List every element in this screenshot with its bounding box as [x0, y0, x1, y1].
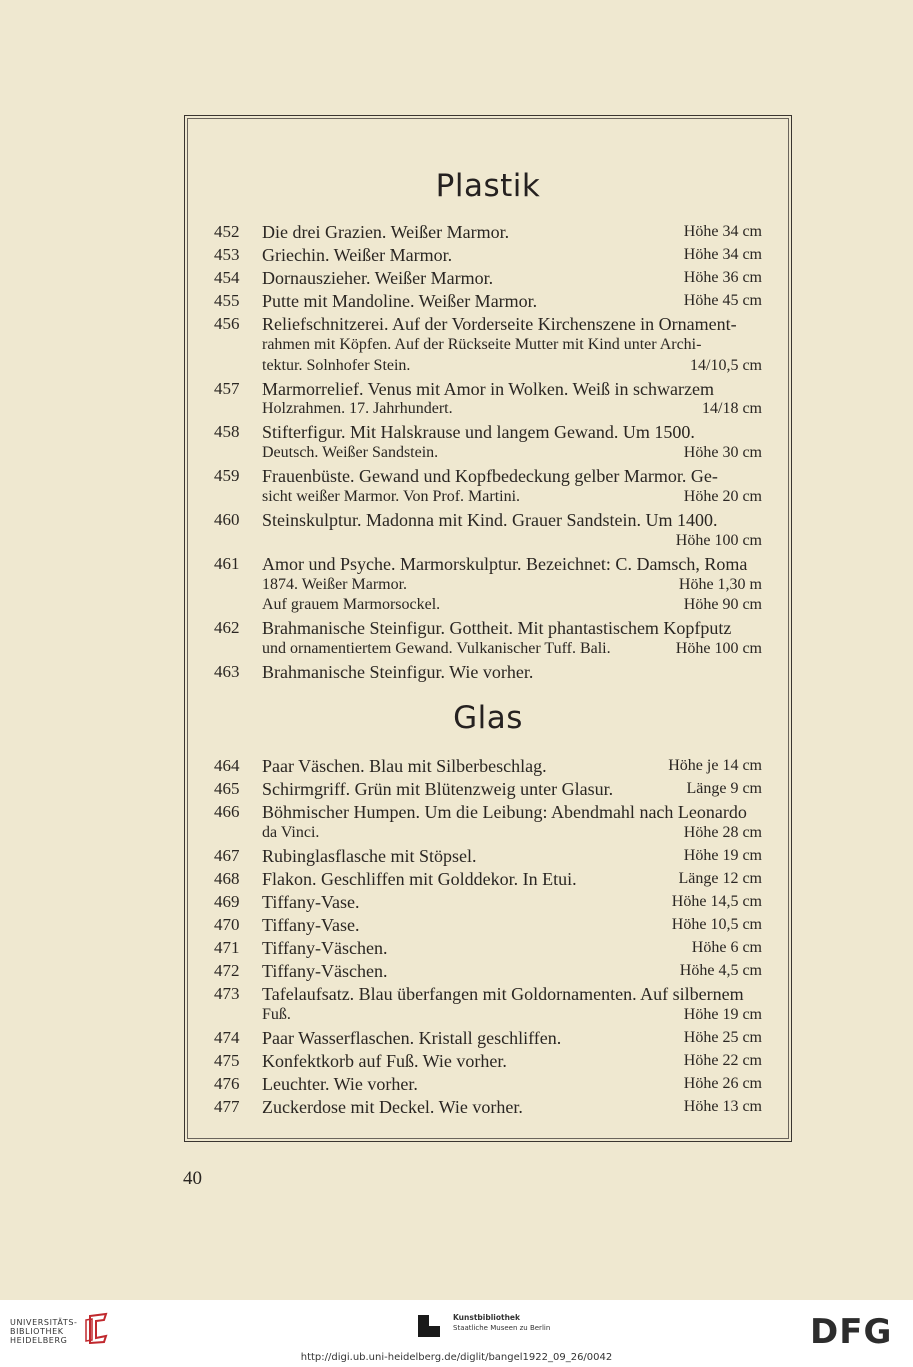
entry-line — [262, 268, 762, 289]
entry-line — [262, 1074, 762, 1095]
lot-number: 471 — [214, 937, 240, 957]
entry-text: rahmen mit Köpfen. Auf der Rückseite Mutter mit Kind unter Archi- — [262, 335, 702, 353]
logo-line: UNIVERSITÄTS- — [10, 1318, 78, 1327]
measurement: Höhe 100 cm — [675, 531, 762, 549]
entry-line — [262, 618, 762, 639]
entry-text: Schirmgriff. Grün mit Blütenzweig unter Glasur. — [262, 779, 614, 799]
entry-text: Flakon. Geschliffen mit Golddekor. In Etui. — [262, 868, 577, 889]
lot-number: 474 — [214, 1027, 240, 1047]
entry-text: Reliefschnitzerei. Auf der Vorderseite Kirchenszene in Ornament- — [262, 314, 737, 334]
lot-number: 469 — [214, 891, 240, 911]
lot-number: 454 — [214, 268, 240, 287]
lot-number: 456 — [214, 314, 240, 333]
catalog-entry — [214, 915, 762, 936]
measurement: Höhe 34 cm — [683, 223, 762, 240]
lot-number: 468 — [214, 868, 240, 888]
entry-text: Konfektkorb auf Fuß. Wie vorher. — [262, 1050, 507, 1071]
entry-line — [262, 314, 762, 335]
measurement: Höhe 20 cm — [683, 487, 762, 505]
catalog-entry — [214, 422, 762, 464]
logo-line: BIBLIOTHEK — [10, 1327, 64, 1336]
lot-number: 476 — [214, 1073, 240, 1093]
measurement: Höhe 30 cm — [683, 444, 762, 462]
measurement: Höhe 28 cm — [683, 823, 762, 841]
lot-number: 473 — [214, 983, 240, 1003]
catalog-entry — [214, 379, 762, 421]
lot-number: 460 — [214, 510, 240, 529]
university-emblem-icon — [82, 1312, 112, 1344]
measurement: Höhe 4,5 cm — [679, 961, 762, 979]
entry-line — [262, 595, 762, 616]
entry-line — [262, 802, 762, 823]
entry-line — [262, 846, 762, 867]
catalog-entry — [214, 554, 762, 616]
entry-text: Zuckerdose mit Deckel. Wie vorher. — [262, 1096, 523, 1117]
catalog-entry — [214, 869, 762, 890]
entry-text: Tafelaufsatz. Blau überfangen mit Goldornamenten. Auf silbernem — [262, 983, 744, 1004]
measurement: Höhe 19 cm — [683, 846, 762, 864]
catalog-entry — [214, 1051, 762, 1072]
entry-line — [262, 575, 762, 596]
entry-text: da Vinci. — [262, 823, 320, 841]
lot-number: 453 — [214, 245, 240, 264]
lot-number: 459 — [214, 466, 240, 486]
measurement: Höhe 34 cm — [683, 246, 762, 263]
lot-number: 462 — [214, 618, 240, 638]
entry-text: Dornauszieher. Weißer Marmor. — [262, 268, 494, 288]
lot-number: 464 — [214, 756, 240, 775]
catalog-entry — [214, 756, 762, 777]
measurement: Höhe 90 cm — [683, 596, 762, 614]
entry-line — [262, 554, 762, 575]
entry-text: Tiffany-Vase. — [262, 891, 360, 912]
entry-line — [262, 291, 762, 312]
entry-text: Die drei Grazien. Weißer Marmor. — [262, 222, 510, 242]
entry-text: Tiffany-Väschen. — [262, 937, 388, 958]
catalog-entry — [214, 662, 762, 683]
entry-line — [262, 869, 762, 890]
kunstbibliothek-label: Kunstbibliothek — [453, 1313, 521, 1322]
lot-number: 466 — [214, 802, 240, 821]
measurement: Höhe 45 cm — [683, 292, 762, 309]
entry-line — [262, 662, 762, 683]
entry-text: und ornamentiertem Gewand. Vulkanischer Tuff. Bali. — [262, 640, 611, 658]
lot-number: 467 — [214, 845, 240, 865]
lot-number: 470 — [214, 914, 240, 934]
catalog-entry — [214, 291, 762, 312]
entry-text: Putte mit Mandoline. Weißer Marmor. — [262, 291, 538, 311]
catalog-entry — [214, 846, 762, 867]
entry-text: Deutsch. Weißer Sandstein. — [262, 444, 439, 462]
entry-text: Auf grauem Marmorsockel. — [262, 596, 441, 614]
section-title: Plastik — [435, 168, 541, 204]
entry-line — [262, 399, 762, 420]
entry-text: Amor und Psyche. Marmorskulptur. Bezeichnet: C. Damsch, Roma — [262, 553, 748, 574]
entry-line — [262, 531, 762, 552]
entry-line — [262, 984, 762, 1005]
measurement: Länge 9 cm — [686, 780, 762, 797]
logo-line: HEIDELBERG — [10, 1336, 68, 1345]
measurement: Höhe 6 cm — [691, 938, 762, 956]
measurement: Höhe 36 cm — [683, 269, 762, 286]
catalog-entry — [214, 510, 762, 552]
catalog-entry — [214, 779, 762, 800]
entry-text: Paar Väschen. Blau mit Silberbeschlag. — [262, 756, 547, 776]
entry-line — [262, 1028, 762, 1049]
museum-label: Staatliche Museen zu Berlin — [453, 1324, 551, 1332]
kunstbibliothek-icon — [418, 1315, 440, 1337]
entry-line — [262, 639, 762, 660]
lot-number: 472 — [214, 960, 240, 980]
lot-number: 458 — [214, 422, 240, 442]
lot-number: 457 — [214, 378, 240, 398]
entry-line — [262, 892, 762, 913]
catalog-entry — [214, 938, 762, 959]
lot-number: 477 — [214, 1096, 240, 1116]
measurement: 14/10,5 cm — [690, 356, 762, 374]
kunstbibliothek-text — [453, 1313, 550, 1333]
entry-line — [262, 443, 762, 464]
section-title: Glas — [453, 700, 523, 736]
entry-text: Holzrahmen. 17. Jahrhundert. — [262, 400, 453, 418]
catalog-entry — [214, 268, 762, 289]
catalog-entry — [214, 245, 762, 266]
entry-text: Fuß. — [262, 1005, 291, 1023]
source-url[interactable]: http://digi.ub.uni-heidelberg.de/diglit/bangel1922_09_26/0042 — [300, 1352, 613, 1363]
entry-text: Leuchter. Wie vorher. — [262, 1073, 418, 1094]
entry-text: Paar Wasserflaschen. Kristall geschliffen. — [262, 1027, 562, 1048]
catalog-entry — [214, 961, 762, 982]
entry-text: 1874. Weißer Marmor. — [262, 575, 408, 593]
catalog-entry — [214, 314, 762, 376]
entry-line — [262, 1097, 762, 1118]
entry-text: Marmorrelief. Venus mit Amor in Wolken. Weiß in schwarzem — [262, 378, 715, 399]
measurement: Höhe 14,5 cm — [671, 892, 762, 910]
entry-line — [262, 487, 762, 508]
entry-text: Brahmanische Steinfigur. Wie vorher. — [262, 662, 534, 683]
measurement: Höhe 13 cm — [683, 1097, 762, 1115]
catalog-entry — [214, 802, 762, 844]
entry-line — [262, 938, 762, 959]
measurement: Länge 12 cm — [678, 869, 762, 887]
catalog-entry — [214, 618, 762, 660]
catalog-entry — [214, 1028, 762, 1049]
measurement: Höhe 100 cm — [675, 640, 762, 658]
catalog-entry — [214, 892, 762, 913]
catalog-entry — [214, 1097, 762, 1118]
dfg-logo[interactable]: DFG — [810, 1312, 893, 1352]
lot-number: 461 — [214, 553, 240, 573]
entry-text: Griechin. Weißer Marmor. — [262, 245, 453, 265]
entry-line — [262, 756, 762, 777]
catalog-entry — [214, 984, 762, 1026]
lot-number: 463 — [214, 662, 240, 682]
entry-line — [262, 379, 762, 400]
entry-line — [262, 356, 762, 377]
entry-line — [262, 823, 762, 844]
entry-line — [262, 222, 762, 243]
entry-line — [262, 961, 762, 982]
entry-text: Frauenbüste. Gewand und Kopfbedeckung gelber Marmor. Ge- — [262, 466, 718, 487]
entry-line — [262, 466, 762, 487]
entry-text: tektur. Solnhofer Stein. — [262, 356, 411, 374]
lot-number: 465 — [214, 779, 240, 798]
entry-text: Steinskulptur. Madonna mit Kind. Grauer Sandstein. Um 1400. — [262, 510, 718, 530]
entry-line — [262, 1051, 762, 1072]
measurement: Höhe 1,30 m — [678, 575, 762, 593]
university-library-logo[interactable] — [10, 1318, 78, 1345]
entry-text: Tiffany-Väschen. — [262, 960, 388, 981]
entry-text: Tiffany-Vase. — [262, 914, 360, 935]
entry-line — [262, 1005, 762, 1026]
measurement: 14/18 cm — [702, 400, 762, 418]
entry-line — [262, 779, 762, 800]
entry-line — [262, 422, 762, 443]
entry-text: Stifterfigur. Mit Halskrause und langem Gewand. Um 1500. — [262, 422, 695, 443]
catalog-entry — [214, 466, 762, 508]
lot-number: 455 — [214, 291, 240, 310]
catalog-entry — [214, 222, 762, 243]
measurement: Höhe 10,5 cm — [671, 915, 762, 933]
lot-number: 452 — [214, 222, 240, 241]
entry-text: sicht weißer Marmor. Von Prof. Martini. — [262, 487, 521, 505]
measurement: Höhe 22 cm — [683, 1051, 762, 1069]
measurement: Höhe 25 cm — [683, 1028, 762, 1046]
entry-line — [262, 245, 762, 266]
entry-line — [262, 510, 762, 531]
entry-line — [262, 915, 762, 936]
entry-line — [262, 335, 762, 356]
catalog-entry — [214, 1074, 762, 1095]
measurement: Höhe 26 cm — [683, 1074, 762, 1092]
lot-number: 475 — [214, 1050, 240, 1070]
page-number: 40 — [183, 1168, 202, 1189]
measurement: Höhe je 14 cm — [668, 757, 762, 774]
entry-text: Brahmanische Steinfigur. Gottheit. Mit phantastischem Kopfputz — [262, 618, 732, 639]
entry-text: Böhmischer Humpen. Um die Leibung: Abendmahl nach Leonardo — [262, 802, 747, 822]
measurement: Höhe 19 cm — [683, 1005, 762, 1023]
entry-text: Rubinglasflasche mit Stöpsel. — [262, 845, 477, 866]
